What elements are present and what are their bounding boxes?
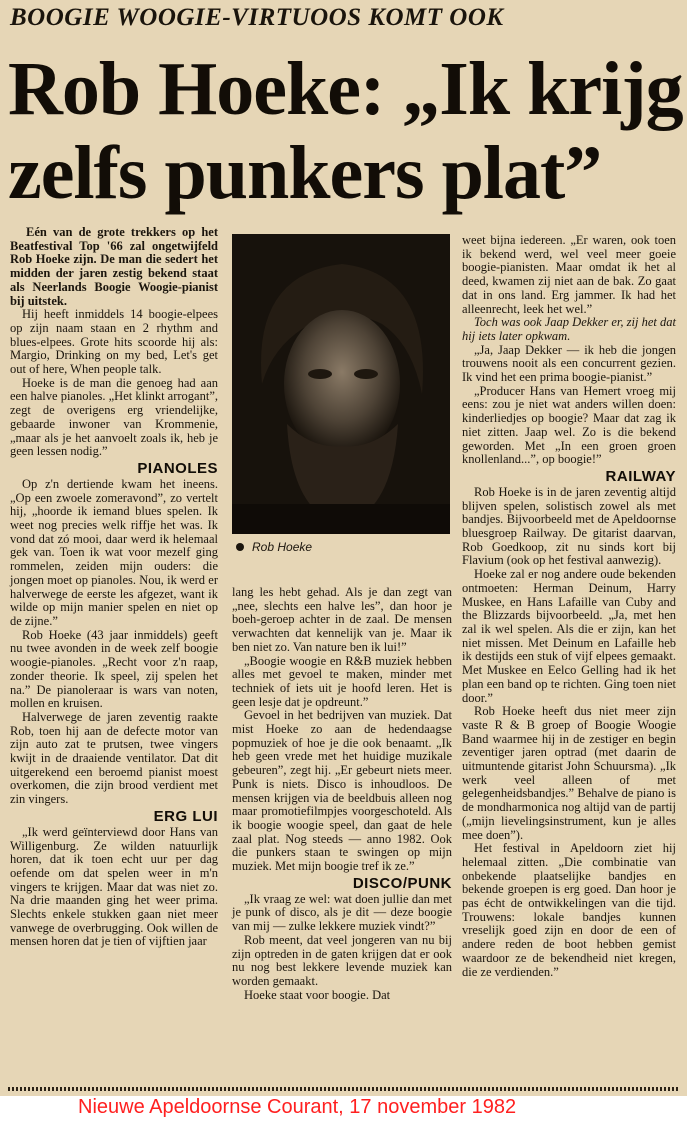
bullet-icon bbox=[236, 543, 244, 551]
source-credit: Nieuwe Apeldoornse Courant, 17 november 1982 bbox=[78, 1096, 517, 1118]
subheading-pianoles: PIANOLES bbox=[137, 459, 218, 477]
paragraph: Rob Hoeke is in de jaren zeventig altijd blijven spelen, solistisch zowel als met bandjes. Bijvoorbeeld met de Apeldoornse bluesgroep Railway. De gitarist daarvan, Rob Goedkoop, zit nu sinds kort bij Flavium (ook op het festival aanwezig). bbox=[462, 484, 676, 568]
column-3 bbox=[462, 234, 676, 979]
paragraph: Halverwege de jaren zeventig raakte Rob, toen hij aan de defecte motor van zijn auto zat te prutsen, twee vingers kwijt in de draaiende ventilator. Dat dit uitgerekend een beroemd pianist moest overkomen, die zijn brood verdient met zin vingers. bbox=[10, 709, 218, 807]
paragraph: „Boogie woogie en R&B muziek hebben alles met gevoel te maken, minder met techniek of iets uit je hoofd leren. Het is geen lesje dat je opdreunt.” bbox=[232, 653, 452, 709]
paragraph: Het festival in Apeldoorn ziet hij helemaal zitten. „Die combinatie van onbekende plaatselijke bandjes en bekende groepen is erg goed. Dan hoor je pas écht de ontwikkelingen van die tijd. Trouwens: lokale bandjes kunnen vreselijk goed zijn en door de een of andere reden de boot hebben gemist waardoor ze de bekendheid niet kregen, die ze verdienden.” bbox=[462, 841, 676, 979]
paragraph: weet bijna iedereen. „Er waren, ook toen ik bekend werd, wel veel meer goeie boogie-pianisten. Maar omdat ik het al deed, kwamen zij niet aan de bak. Zo gaat dat in ons land. Erg jammer. Ik had het alleenrecht, leek het wel.” bbox=[462, 233, 676, 316]
subheading-railway: RAILWAY bbox=[605, 467, 676, 485]
paragraph: lang les hebt gehad. Als je dan zegt van „nee, slechts een halve les”, dan hoor je boeh-geroep achter in de zaal. De mensen verwachten dat kennelijk van je. Maar ik ben niet zo. Van nature ben ik lui!” bbox=[232, 585, 452, 654]
paragraph: „Ik werd geïnterviewd door Hans van Willigenburg. Ze wilden natuurlijk horen, dat ik toen echt uur per dag oefende om dat spelen weer in m'n vingers te krijgen. Maar dat was niet zo. Na drie maanden ging het weer prima. Slechts enkele stukken gaan niet meer vanwege de overbrugging. Ook willen de mensen horen dat je tien of vijftien jaar bbox=[10, 824, 218, 949]
subheading-disco-punk: DISCO/PUNK bbox=[352, 874, 452, 892]
headline-line-2: zelfs punkers plat” bbox=[8, 131, 602, 215]
paragraph: Gevoel in het bedrijven van muziek. Dat mist Hoeke zo aan de hedendaagse popmuziek of hoe je die ook benaamt. „Ik heb geen vrede met het huidige muzikale gebeuren”, zegt hij. „Er gebeurt niets meer. Punk is niets. Disco is inhoudloos. De mensen krijgen via de beeldbuis alleen nog maar promotiefilmpjes voorgeschoteld. Als ik boogie woogie speel, dan gaat de hele zaal plat. Nog steeds — anno 1982. Ook die punkers staan te swingen op mijn muziek. Met mijn boogie tref ik ze.” bbox=[232, 708, 452, 874]
photo-caption bbox=[236, 540, 312, 554]
paragraph: Rob meent, dat veel jongeren van nu bij zijn optreden in de gaten krijgen dat er ook nu nog best lekkere levende muziek kan worden gemaakt. bbox=[232, 932, 452, 988]
column-1 bbox=[10, 226, 218, 949]
paragraph: Hoeke is de man die genoeg had aan een halve pianoles. „Het klinkt arrogant”, zegt de overigens erg vriendelijke, gebaarde inwoner van Krommenie, „maar als je het aanvoelt zoals ik, heb je geen lessen nodig.” bbox=[10, 375, 218, 459]
paragraph: Rob Hoeke heeft dus niet meer zijn vaste R & B groep of Boogie Woogie Band waarmee hij in de zestiger en begin zeventiger jaren optrad (met daarin de uitmuntende gitarist John Schuursma). „Ik werk veel alleen of met gelegenheidsbandjes.” Behalve de piano is de mondharmonica nog altijd van de partij („mijn lievelingsinstrument, kun je alles mee doen”). bbox=[462, 704, 676, 842]
paragraph: Op z'n dertiende kwam het ineens. „Op een zwoele zomeravond”, zo vertelt hij, „hoorde ik iemand blues spelen. Ik weet nog precies welk riffje het was. Ik vond dat zó mooi, daar werd ik helemaal gek van. Toen ik wat voor mezelf ging rommelen, zeiden mijn ouders: die jongen moet op pianoles. Nou, ik werd er halverwege de eerste les afgezet, want ik wilde op mijn manier spelen en niet op de zijne.” bbox=[10, 476, 218, 628]
paragraph: Hoeke staat voor boogie. Dat bbox=[244, 987, 391, 1002]
paragraph: Hoeke zal er nog andere oude bekenden ontmoeten: Herman Deinum, Harry Muskee, en Hans Lafaille van Cuby and the Blizzards bijvoorbeeld. „Ja, met hen zal ik wel spelen. Als die er zijn, kan het niet missen. Met Deinum en Lafaille heb ik destijds een stuk of vijf elpees gemaakt. Met Muskee en Eelco Gelling had ik het plan een band op te richten. Ging toen niet door.” bbox=[462, 567, 676, 705]
caption-text: Rob Hoeke bbox=[252, 540, 313, 554]
portrait-photo bbox=[232, 234, 450, 534]
paragraph: Hij heeft inmiddels 14 boogie-elpees op zijn naam staan en 2 rhythm and blues-elpees. Grote hits scoorde hij als: Margio, Drinking on my bed, Let's get out of here, When people talk. bbox=[10, 307, 218, 377]
bottom-perforation-rule bbox=[8, 1087, 678, 1091]
subheading-erg-lui: ERG LUI bbox=[153, 807, 218, 825]
italic-paragraph: Toch was ook Jaap Dekker er, zij het dat hij iets later opkwam. bbox=[462, 315, 676, 343]
portrait-illustration bbox=[232, 234, 450, 534]
column-2 bbox=[232, 586, 452, 1002]
lead-paragraph: Eén van de grote trekkers op het Beatfestival Top '66 zal ongetwijfeld Rob Hoeke zijn. De man die sedert het midden der jaren zestig bekend staat als Neerlands Boogie Woogie-pianist bij uitstek. bbox=[10, 225, 218, 308]
paragraph: „Producer Hans van Hemert vroeg mij eens: zou je niet wat anders willen doen: kinderliedjes op boogie? Maar dat zag ik niet zitten. Jaap wel. Zo is die bekend geworden. Met „In een groen groen knollenland...”, op boogie!” bbox=[462, 383, 676, 467]
paragraph: „Ja, Jaap Dekker — ik heb die jongen trouwens nooit als een concurrent gezien. Ik vind het een prima boogie-pianist.” bbox=[462, 342, 676, 385]
paragraph: Rob Hoeke (43 jaar inmiddels) geeft nu twee avonden in de week zelf boogie woogie-pianoles. „Recht voor z'n raap, zonder theorie. Ik speel, zij spelen het na.” De pianoleraar is wars van noten, mollen en kruisen. bbox=[10, 627, 218, 711]
headline-line-1: Rob Hoeke: „Ik krijg bbox=[8, 47, 683, 131]
kicker: BOOGIE WOOGIE-VIRTUOOS KOMT OOK bbox=[10, 4, 504, 31]
paragraph: „Ik vraag ze wel: wat doen jullie dan met je punk of disco, als je dit — deze boogie van mij — zulke lekkere muziek vindt?” bbox=[232, 891, 452, 934]
